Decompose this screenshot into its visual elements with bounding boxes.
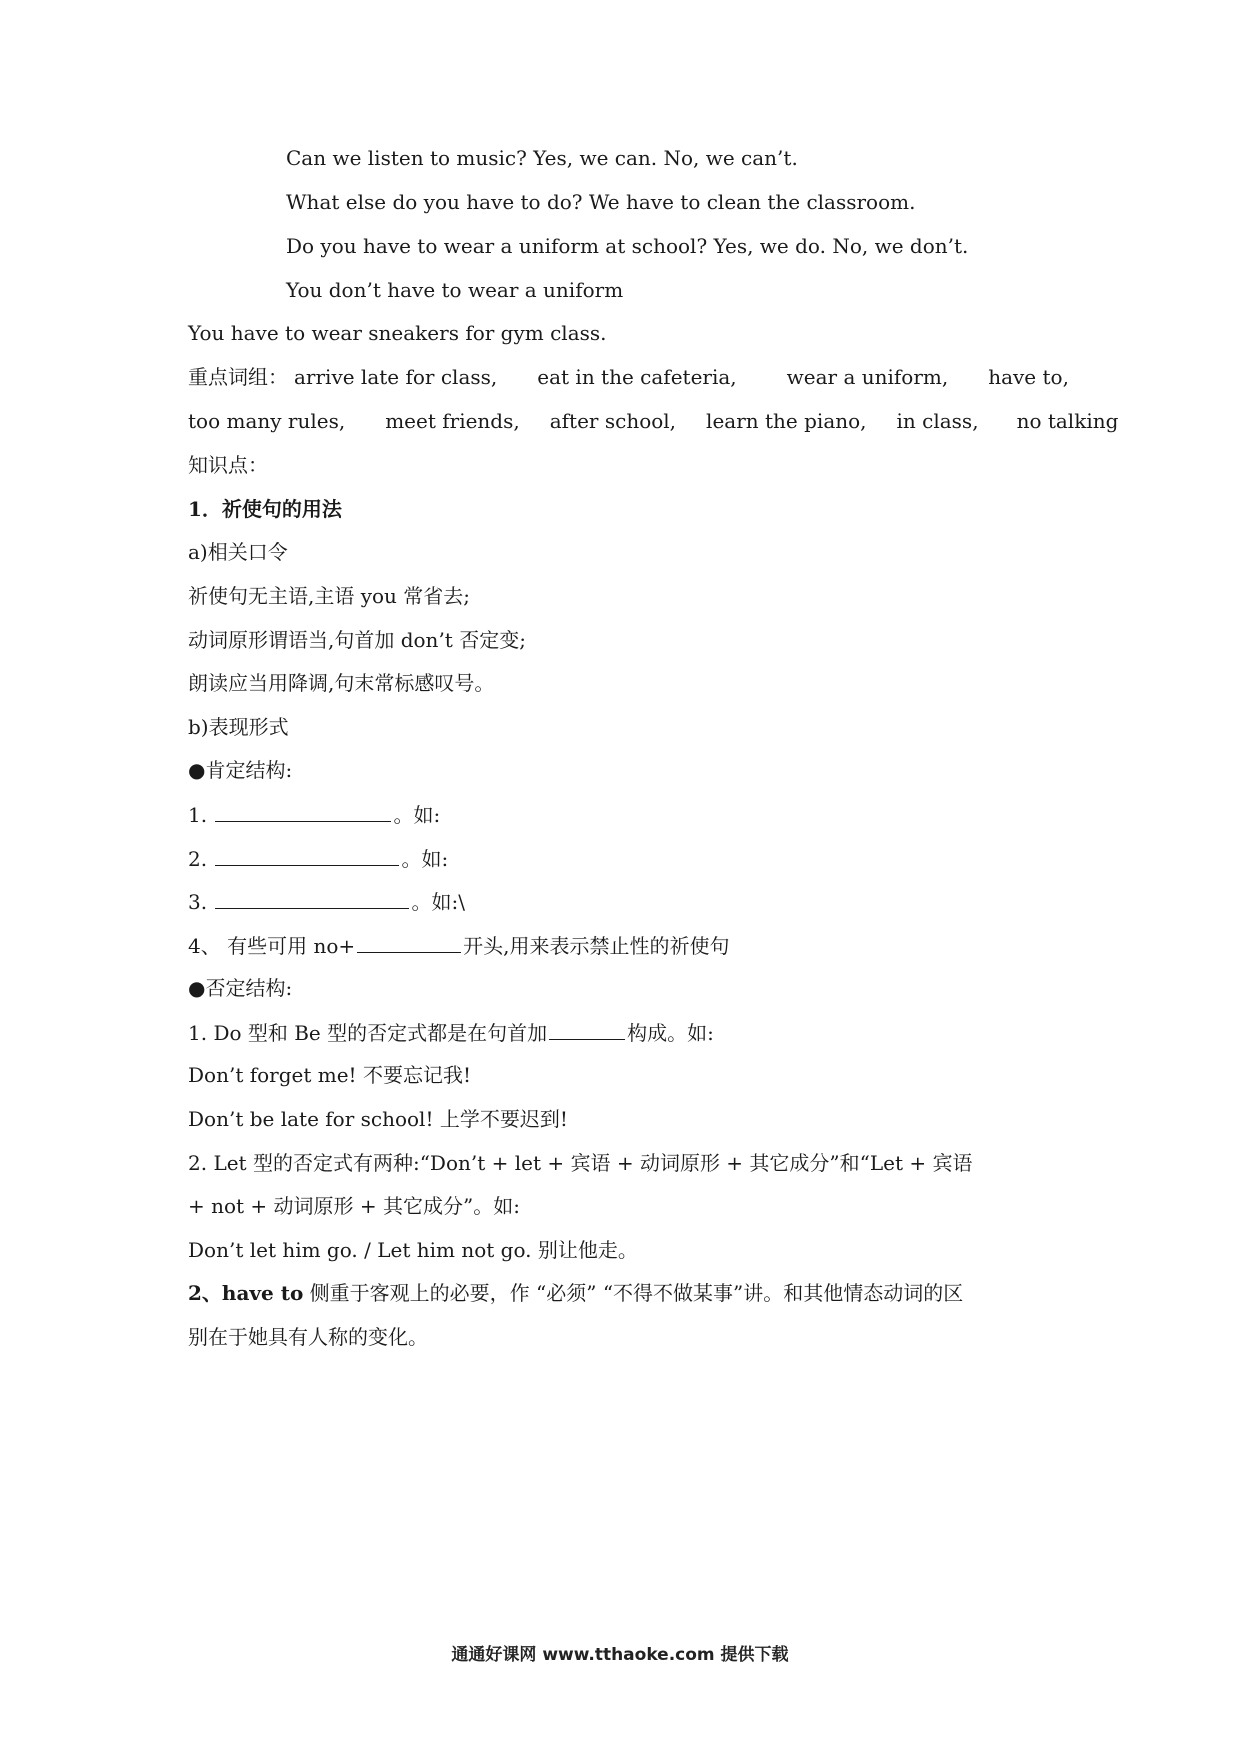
negative-item-1 <box>188 1019 714 1046</box>
dialogue-line-3: Do you have to wear a uniform at school? Yes, we do. No, we don’t. <box>286 234 969 258</box>
item-suffix: 。如: <box>393 803 441 827</box>
section2-line-2: 别在于她具有人称的变化。 <box>188 1325 428 1349</box>
phrase: no talking <box>1016 409 1119 433</box>
knowledge-label: 知识点： <box>188 453 268 477</box>
fill-blank[interactable] <box>215 888 409 909</box>
key-phrases-row-2 <box>188 408 1118 434</box>
positive-item-2 <box>188 845 448 872</box>
item-text: 4、 有些可用 no+ <box>188 934 356 958</box>
phrase: eat in the cafeteria, <box>537 365 737 389</box>
item-suffix: 开头,用来表示禁止性的祈使句 <box>463 934 730 958</box>
dialogue-line-2: What else do you have to do? We have to clean the classroom. <box>286 190 916 214</box>
fill-blank[interactable] <box>215 801 391 822</box>
phrase: in class, <box>896 409 979 433</box>
section1-b-heading: b)表现形式 <box>188 715 289 739</box>
let-example: Don’t let him go. / Let him not go. 别让他走。 <box>188 1238 638 1262</box>
item-suffix: 。如: <box>401 847 449 871</box>
let-negative-line-1: 2. Let 型的否定式有两种:“Don’t + let + 宾语 + 动词原形 + 其它成分”和“Let + 宾语 <box>188 1151 973 1175</box>
item-text: 1. Do 型和 Be 型的否定式都是在句首加 <box>188 1021 548 1045</box>
dialogue-line-1: Can we listen to music? Yes, we can. No, we can’t. <box>286 146 798 170</box>
section2-title-bold: 2、have to <box>188 1281 304 1305</box>
dialogue-line-4: You don’t have to wear a uniform <box>286 278 624 302</box>
phrase: arrive late for class, <box>294 365 498 389</box>
phrase: meet friends, <box>385 409 520 433</box>
positive-item-3 <box>188 888 465 915</box>
example-1: Don’t forget me! 不要忘记我! <box>188 1063 471 1087</box>
item-number: 1. <box>188 803 214 827</box>
rhyme-line-1: 祈使句无主语,主语 you 常省去; <box>188 584 471 608</box>
negative-heading: ●否定结构: <box>188 976 293 1000</box>
phrase: after school, <box>549 409 677 433</box>
item-suffix: 。如:\ <box>411 890 465 914</box>
phrase: wear a uniform, <box>786 365 949 389</box>
item-suffix: 构成。如: <box>627 1021 714 1045</box>
section1-title: 1．祈使句的用法 <box>188 497 342 521</box>
key-phrases-label: 重点词组： <box>188 365 288 389</box>
item-number: 3. <box>188 890 214 914</box>
phrase: too many rules, <box>188 409 346 433</box>
section1-a-heading: a)相关口令 <box>188 540 288 564</box>
positive-item-4 <box>188 932 729 959</box>
positive-item-1 <box>188 801 440 828</box>
key-phrases-row-1 <box>188 364 1069 390</box>
page-footer: 通通好课网 www.tthaoke.com 提供下载 <box>451 1645 789 1665</box>
phrase: learn the piano, <box>706 409 867 433</box>
positive-heading: ●肯定结构: <box>188 758 293 782</box>
phrase: have to, <box>988 365 1069 389</box>
rhyme-line-3: 朗读应当用降调,句末常标感叹号。 <box>188 671 495 695</box>
fill-blank[interactable] <box>215 845 399 866</box>
rhyme-line-2: 动词原形谓语当,句首加 don’t 否定变; <box>188 628 526 652</box>
fill-blank[interactable] <box>549 1019 625 1040</box>
section2-title-rest: 侧重于客观上的必要，作 “必须” “不得不做某事”讲。和其他情态动词的区 <box>303 1281 964 1305</box>
let-negative-line-2: + not + 动词原形 + 其它成分”。如: <box>188 1194 520 1218</box>
example-2: Don’t be late for school! 上学不要迟到! <box>188 1107 568 1131</box>
sneakers-line: You have to wear sneakers for gym class. <box>188 321 607 345</box>
fill-blank[interactable] <box>357 932 461 953</box>
item-number: 2. <box>188 847 214 871</box>
section2-title <box>188 1280 963 1306</box>
